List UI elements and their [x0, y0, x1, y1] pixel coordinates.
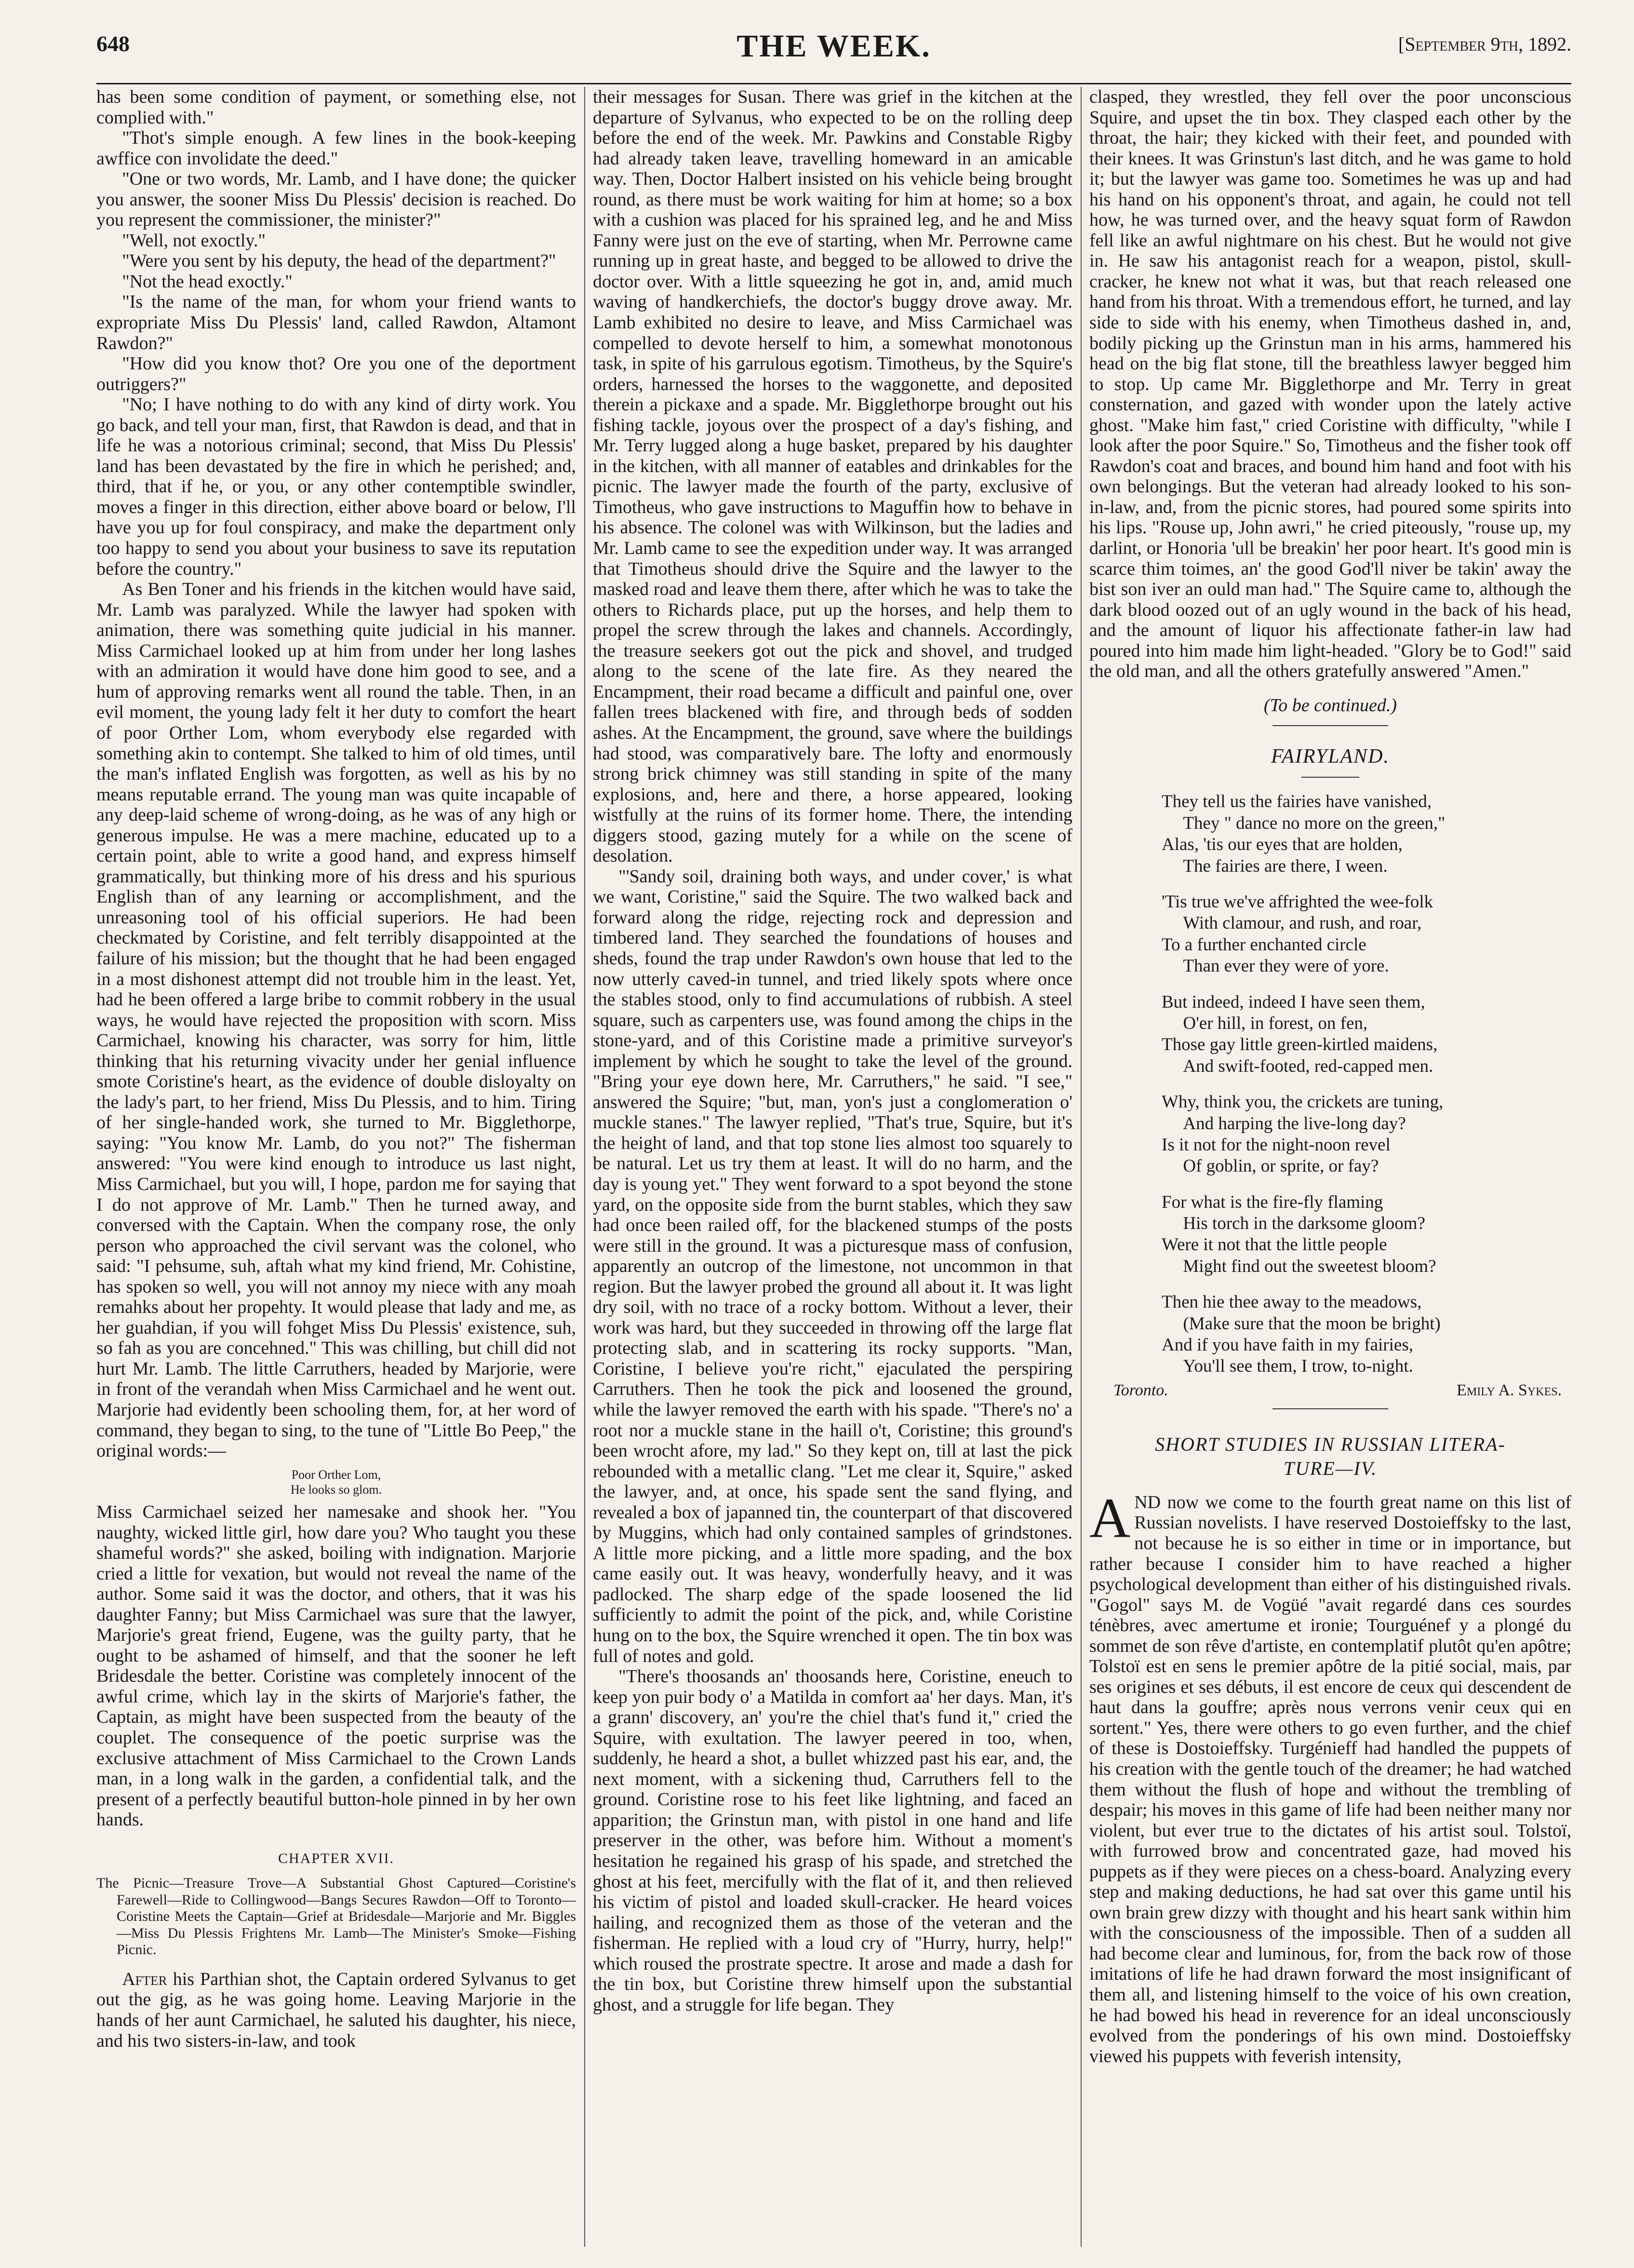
page-number: 648 — [96, 31, 130, 56]
paragraph: "Were you sent by his deputy, the head of the department?" — [122, 251, 556, 271]
paragraph: Miss Carmichael seized her namesake and shook her. "You naughty, wicked little girl, how dare you? Who taught you these shameful words?" she asked, boiling with indignation. Marjorie cried a little for vexation, but would not reveal the name of the author. Some said it was the doctor, and others, that it was his daughter Fanny; but Miss Carmichael was sure that the lawyer, Marjorie's great friend, Eugene, was the guilty party, that he ought to be ashamed of himself, and that the sooner he left Bridesdale the better. Coristine was completely innocent of the awful crime, which lay in the skirts of Marjorie's father, the Captain, as might have been suspected from the beauty of the couplet. The consequence of the poetic surprise was the exclusive attachment of Miss Carmichael to the Crown Lands man, in a long walk in the garden, a confidential talk, and the present of a perfectly beautiful button-hole pinned in by her own hands. — [96, 1502, 576, 1830]
poem-line: The fairies are there, I ween. — [1183, 856, 1388, 876]
poem-line: And harping the live-long day? — [1183, 1113, 1406, 1134]
paragraph: clasped, they wrestled, they fell over the poor unconscious Squire, and upset the tin box. They clasped each other by the throat, the hair; they kicked with their feet, and pounded with their knees. It was Grinstun's last ditch, and he was game to hold it; but the lawyer was game too. Sometimes he was up and had his hand on his opponent's throat, and again, he could not tell how, he was turned over, and the heavy squat form of Rawdon fell like an awful nightmare on his chest. But he would not give in. He saw his antagonist reach for a weapon, pistol, skull-cracker, he knew not what it was, but that reach released one hand from his throat. With a tremendous effort, he turned, and lay side to side with his enemy, when Timotheus dashed in, and, bodily picking up the Grinstun man in his arms, hammered his head on the big flat stone, till the breathless lawyer begged him to stop. Up came Mr. Bigglethorpe and Mr. Terry in great consternation, and gazed with wonder upon the lately active ghost. "Make him fast," cried Coristine with difficulty, "while I look after the poor Squire." So, Timotheus and the fisher took off Rawdon's coat and braces, and bound him hand and foot with his own belongings. But the veteran had already looked to his son-in-law, and, from the picnic stores, had poured some spirits into his lips. "Rouse up, John awri," he cried piteously, "rouse up, my darlint, or Honoria 'ull be breakin' her poor heart. It's good min is scarce thim toimes, an' the good God'll niver be takin' away the bist son iver an ould man had." The Squire came to, although the dark blood oozed out of an ugly wound in the back of his head, and the amount of liquor his affectionate father-in law had poured into him made him light-headed. "Glory be to God!" said the old man, and all the others gratefully answered "Amen." — [1089, 87, 1571, 682]
page-header — [96, 28, 1571, 71]
column-divider — [1081, 87, 1082, 2247]
verse-line: He looks so glom. — [290, 1482, 382, 1497]
title-rule — [1301, 777, 1359, 778]
essay-title-line: SHORT STUDIES IN RUSSIAN LITERA- — [1155, 1433, 1506, 1455]
issue-date: [September 9th, 1892. — [1398, 33, 1571, 55]
poem-line: O'er hill, in forest, on fen, — [1183, 1013, 1368, 1033]
poem-line: And if you have faith in my fairies, — [1162, 1335, 1413, 1355]
drop-cap: A — [1089, 1486, 1131, 1550]
paragraph: "How did you know thot? Ore you one of the deportment outriggers?" — [96, 353, 576, 394]
poem-line: Is it not for the night-noon revel — [1162, 1134, 1391, 1155]
poem-line: Those gay little green-kirtled maidens, — [1162, 1035, 1438, 1055]
paragraph: "Thot's simple enough. A few lines in the book-keeping awffice con involidate the deed." — [96, 128, 576, 169]
essay-title-line: TURE—IV. — [1283, 1457, 1378, 1479]
paragraph: "There's thoosands an' thoosands here, Coristine, eneuch to keep yon puir body o' a Matilda in comfort aa' her days. Man, it's a grann' discovery, an' you're the chiel that's fund it," cried the Squire, with exultation. The lawyer peered in too, when, suddenly, he heard a shot, a bullet whizzed past his ear, and, the next moment, with a sickening thud, Carruthers fell to the ground. Coristine rose to his feet like lightning, and faced an apparition; the Grinstun man, with pistol in one hand and life preserver in the other, was before him. Without a moment's hesitation he regained his grasp of his spade, and stretched the ghost at his feet, mercifully with the flat of it, and then relieved his victim of pistol and loaded skull-cracker. He heard voices hailing, and recognized them as those of the veteran and the fisherman. He replied with a loud cry of "Hurry, hurry, help!" which roused the prostrate spectre. It arose and made a dash for the tin box, but Coristine threw himself upon the substantial ghost, and a struggle for life began. They — [593, 1666, 1072, 2015]
poem-line: But indeed, indeed I have seen them, — [1162, 992, 1425, 1012]
poem-line: (Make sure that the moon be bright) — [1183, 1313, 1441, 1334]
column-1 — [96, 87, 576, 2252]
poem-line: Why, think you, the crickets are tuning, — [1162, 1092, 1444, 1112]
verse-line: Poor Orther Lom, — [291, 1467, 381, 1482]
lead-word: After — [122, 1969, 167, 1989]
paragraph: "Well, not exoctly." — [122, 230, 266, 251]
poem-line: Then hie thee away to the meadows, — [1162, 1292, 1422, 1312]
poem-line: You'll see them, I trow, to-night. — [1183, 1356, 1413, 1377]
paragraph: "Not the head exoctly." — [122, 271, 293, 292]
stanza — [1162, 1092, 1571, 1177]
masthead: THE WEEK. — [737, 28, 931, 64]
poem-line: And swift-footed, red-capped men. — [1183, 1056, 1433, 1076]
poem-line: They " dance no more on the green," — [1183, 813, 1446, 833]
stanza — [1162, 791, 1571, 877]
column-divider — [584, 87, 585, 2247]
header-rule — [96, 83, 1571, 84]
paragraph-text: ND now we come to the fourth great name on this list of Russian novelists. I have reserved Dostoieffsky to the last, not because he is so either in time or in importance, but rather because I consider him to have reached a higher psychological development than either of his distinguished rivals. "Gogol" says M. de Vogüé "avait regardé dans ces sourdes ténèbres, avec amertume et ironie; Tourguénef y a plongé du sommet de son rêve d'artiste, en contemplatif plutôt qu'en apôtre; Tolstoï est en sens le premier apôtre de la pitié social, mais, par ses origines et ses débuts, il est encore de ceux qui descendent de haut dans la gouffre; après nous verrons venir ceux qui en sortent." Yes, there were others to go even further, and the chief of these is Dostoieffsky. Turgénieff had handled the puppets of his creation with the gentle touch of the dreamer; he had watched them without the flush of hope and without the trembling of despair; his moves in this game of life had been neither many nor violent, but ever true to the dictates of his artist soul. Tolstoï, with furrowed brow and concentrated gaze, had moved his puppets as if they were pieces on a chess-board. Analyzing every step and making deductions, he had sat over this game until his own brain grew dizzy with thought and his heart sank within him with the consciousness of the impossible. Then of a sudden all had become clear and luminous, for, from the back row of those imitations of life he had drawn forward the most insignificant of them all, and listening himself to the voice of his own creation, he had bowed his head in reverence for an ideal unconsciously evolved from the ponderings of his own mind. Dostoieffsky viewed his puppets with feverish intensity, — [1089, 1492, 1571, 2066]
poem-line: Of goblin, or sprite, or fay? — [1183, 1156, 1379, 1176]
continued-note: (To be continued.) — [1263, 695, 1397, 716]
paragraph: "One or two words, Mr. Lamb, and I have done; the quicker you answer, the sooner Miss Du Plessis' decision is reached. Do you represent the commissioner, the minister?" — [96, 169, 576, 230]
poem-line: Might find out the sweetest bloom? — [1183, 1256, 1436, 1276]
poem-line: To a further enchanted circle — [1162, 934, 1366, 955]
poem-line: His torch in the darksome gloom? — [1183, 1214, 1425, 1234]
paragraph — [1089, 1486, 1571, 2066]
chapter-synopsis: The Picnic—Treasure Trove—A Substantial Ghost Captured—Coristine's Farewell—Ride to Collingwood—Bangs Secures Rawdon—Off to Toronto—Coristine Meets the Captain—Grief at Bridesdale—Marjorie and Mr. Biggles—Miss Du Plessis Frightens Mr. Lamb—The Minister's Smoke—Fishing Picnic. — [96, 1875, 576, 1958]
poem-author: Emily A. Sykes. — [1457, 1381, 1562, 1399]
paragraph: their messages for Susan. There was grief in the kitchen at the departure of Sylvanus, who expected to be on the rolling deep before the end of the week. Mr. Pawkins and Constable Rigby had already taken leave, travelling homeward in an amicable way. Then, Doctor Halbert insisted on his vehicle being brought round, as there must be work waiting for him at home; so a box with a cushion was placed for his sprained leg, and he and Miss Fanny were just on the eve of starting, when Mr. Perrowne came running up in great haste, and begged to be allowed to drive the doctor over. With a little squeezing he got in, and, amid much waving of handkerchiefs, the doctor's buggy drove away. Mr. Lamb exhibited no desire to leave, and Miss Carmichael was compelled to devote herself to him, a somewhat monotonous task, in spite of his garrulous egotism. Timotheus, by the Squire's orders, harnessed the horses to the waggonette, and deposited therein a pickaxe and a spade. Mr. Bigglethorpe brought out his fishing tackle, joyous over the prospect of a day's fishing, and Mr. Terry lugged along a huge basket, prepared by his daughter in the kitchen, with all manner of eatables and drinkables for the picnic. The lawyer made the fourth of the party, exclusive of Timotheus, who gave instructions to Maguffin how to behave in his absence. The colonel was with Wilkinson, but the ladies and Mr. Lamb came to see the expedition under way. It was arranged that Timotheus should drive the Squire and the lawyer to the masked road and leave them there, after which he was to take the others to Richards place, put up the horses, and help them to propel the screw through the lakes and channels. Accordingly, the treasure seekers got out the pick and shovel, and trudged along to the scene of the late fire. As they neared the Encampment, their road became a difficult and painful one, over fallen trees blackened with fire, and through beds of sodden ashes. At the Encampment, the ground, save where the buildings had stood, was comparatively bare. The lofty and enormously strong brick chimney was still standing in spite of the many explosions, and, here and there, a horse appeared, looking wistfully at the ruins of its former home. There, the intending diggers stood, gazing mutely for a while on the scene of desolation. — [593, 87, 1072, 866]
poem-signature — [1113, 1381, 1562, 1400]
column-2 — [593, 87, 1072, 2252]
poem-line: Alas, 'tis our eyes that are holden, — [1162, 835, 1403, 855]
stanza — [1162, 1292, 1571, 1377]
poem-line: For what is the fire-fly flaming — [1162, 1192, 1383, 1212]
chapter-heading: CHAPTER XVII. — [278, 1850, 394, 1866]
poem-line: With clamour, and rush, and roar, — [1183, 913, 1422, 933]
essay-title — [1089, 1432, 1571, 1481]
poem-line: Than ever they were of yore. — [1183, 956, 1389, 976]
section-rule — [1272, 725, 1388, 726]
stanza — [1162, 891, 1571, 977]
poem-title: FAIRYLAND. — [1271, 745, 1390, 768]
paragraph: "No; I have nothing to do with any kind of dirty work. You go back, and tell your man, first, that Rawdon is dead, and that in life he was a notorious criminal; second, that Miss Du Plessis' land has been devastated by the fire in which he perished; and, third, that if he, or you, or any other contemptible swindler, moves a finger in this direction, either above board or below, I'll have you up for foul conspiracy, and make the department only too happy to send you about your business to save its reputation before the country." — [96, 394, 576, 579]
poem-place: Toronto. — [1113, 1381, 1168, 1399]
poem-line: They tell us the fairies have vanished, — [1162, 792, 1432, 812]
poem — [1162, 791, 1571, 1377]
paragraph: has been some condition of payment, or something else, not complied with." — [96, 87, 576, 128]
paragraph: "Is the name of the man, for whom your friend wants to expropriate Miss Du Plessis' land, called Rawdon, Altamont Rawdon?" — [96, 292, 576, 353]
verse-quote — [96, 1467, 576, 1497]
stanza — [1162, 992, 1571, 1078]
poem-line: 'Tis true we've affrighted the wee-folk — [1162, 892, 1433, 912]
stanza — [1162, 1192, 1571, 1278]
poem-line: Were it not that the little people — [1162, 1235, 1387, 1255]
paragraph: As Ben Toner and his friends in the kitchen would have said, Mr. Lamb was paralyzed. While the lawyer had spoken with animation, there was something quite judicial in his manner. Miss Carmichael looked up at him from under her long lashes with an admiration it would have done him good to see, and a hum of approving remarks went all round the table. Then, in an evil moment, the young lady felt it her duty to comfort the heart of poor Orther Lom, whom everybody else regarded with something akin to contempt. She talked to him of old times, until the man's inflated English was forgotten, as well as his by no means reputable errand. The young man was quite incapable of any deep-laid scheme of wrong-doing, as he was of any high or generous impulse. He was a mere machine, educated up to a certain point, able to write a good hand, and express himself grammatically, but thinking more of his dress and his spurious English than of any learning or accomplishment, and the unreasoning tool of his official superiors. He had been checkmated by Coristine, and felt terribly disappointed at the failure of his mission; but the thought that he had been engaged in a most dishonest attempt did not trouble him in the least. Yet, had he been offered a large bribe to commit robbery in the usual ways, he would have rejected the proposition with scorn. Miss Carmichael, knowing his character, was sorry for him, little thinking that his returning vivacity under her genial influence smote Coristine's heart, as the evidence of double disloyalty on the lady's part, to her friend, Miss Du Plessis, and to him. Tiring of her single-handed work, she turned to Mr. Bigglethorpe, saying: "You know Mr. Lamb, do you not?" The fisherman answered: "You were kind enough to introduce us last night, Miss Carmichael, but you will, I hope, pardon me for saying that I do not approve of Mr. Lamb." Then he turned away, and conversed with the Captain. When the company rose, the only person who approached the civil servant was the colonel, who said: "I pehsume, suh, aftah what my kind friend, Mr. Cohistine, has spoken so well, you will not annoy my niece with any moah remahks about her propehty. It would please that lady and me, as her guahdian, if you will fohget Miss Du Plessis' existence, suh, so fah as you are concehned." This was chilling, but chill did not hurt Mr. Lamb. The little Carruthers, headed by Marjorie, were in front of the verandah when Miss Carmichael and he went out. Marjorie had evidently been schooling them, for, at her word of command, they began to sing, to the tune of "Little Bo Peep," the original words:— — [96, 579, 576, 1461]
section-rule — [1272, 1408, 1388, 1409]
column-3 — [1089, 87, 1571, 2252]
paragraph: "'Sandy soil, draining both ways, and under cover,' is what we want, Coristine," said the Squire. The two walked back and forward along the ridge, rejecting rock and depression and timbered land. They searched the foundations of houses and sheds, found the trap under Rawdon's own house that led to the now utterly caved-in tunnel, and tried likely spots where once the stables stood, only to find accumulations of rubbish. A steel square, such as carpenters use, was found among the chips in the stone-yard, and of this Coristine made a primitive surveyor's implement by which he sought to take the level of the ground. "Bring your eye down here, Mr. Carruthers," he said. "I see," answered the Squire; "but, man, yon's just a conglomeration o' muckle stanes." The lawyer replied, "That's true, Squire, but it's the height of land, and that top stone lies almost too squarely to be natural. Let us try them at least. It will do no harm, and the day is young yet." They went forward to a spot beyond the stone yard, on the opposite side from the burnt stables, which they saw had once been railed off, for the blackened stumps of the posts were still in the ground. It was a picturesque mass of confusion, apparently an outcrop of the limestone, not uncommon in that region. But the lawyer probed the ground all about it. It was light dry soil, with no trace of a rocky bottom. Without a lever, their work was hard, but they succeeded in throwing off the large flat protecting slab, and in scattering its rocky supports. "Man, Coristine, I believe you're richt," ejaculated the perspiring Carruthers. Then he took the pick and loosened the ground, while the lawyer removed the earth with his spade. "There's no' a root nor a muckle stane in the haill o't, Coristine; this ground's been wrocht afore, my lad." So they kept on, till at last the pick rebounded with a metallic clang. "Let me clear it, Squire," asked the lawyer, and, at once, his spade sent the sand flying, and revealed a box of japanned tin, the counterpart of that discovered by Muggins, which had only contained samples of grindstones. A little more picking, and a little more spading, and the box came easily out. It was heavy, wonderfully heavy, and it was padlocked. The sharp edge of the spade loosened the lid sufficiently to admit the point of the pick, and, while Coristine hung on to the box, the Squire wrenched it open. The tin box was full of notes and gold. — [593, 866, 1072, 1666]
paragraph-text: his Parthian shot, the Captain ordered Sylvanus to get out the gig, as he was going home. Leaving Marjorie in the hands of her aunt Carmichael, he saluted his daughter, his niece, and his two sisters-in-law, and took — [96, 1969, 576, 2051]
paragraph — [96, 1969, 576, 2051]
